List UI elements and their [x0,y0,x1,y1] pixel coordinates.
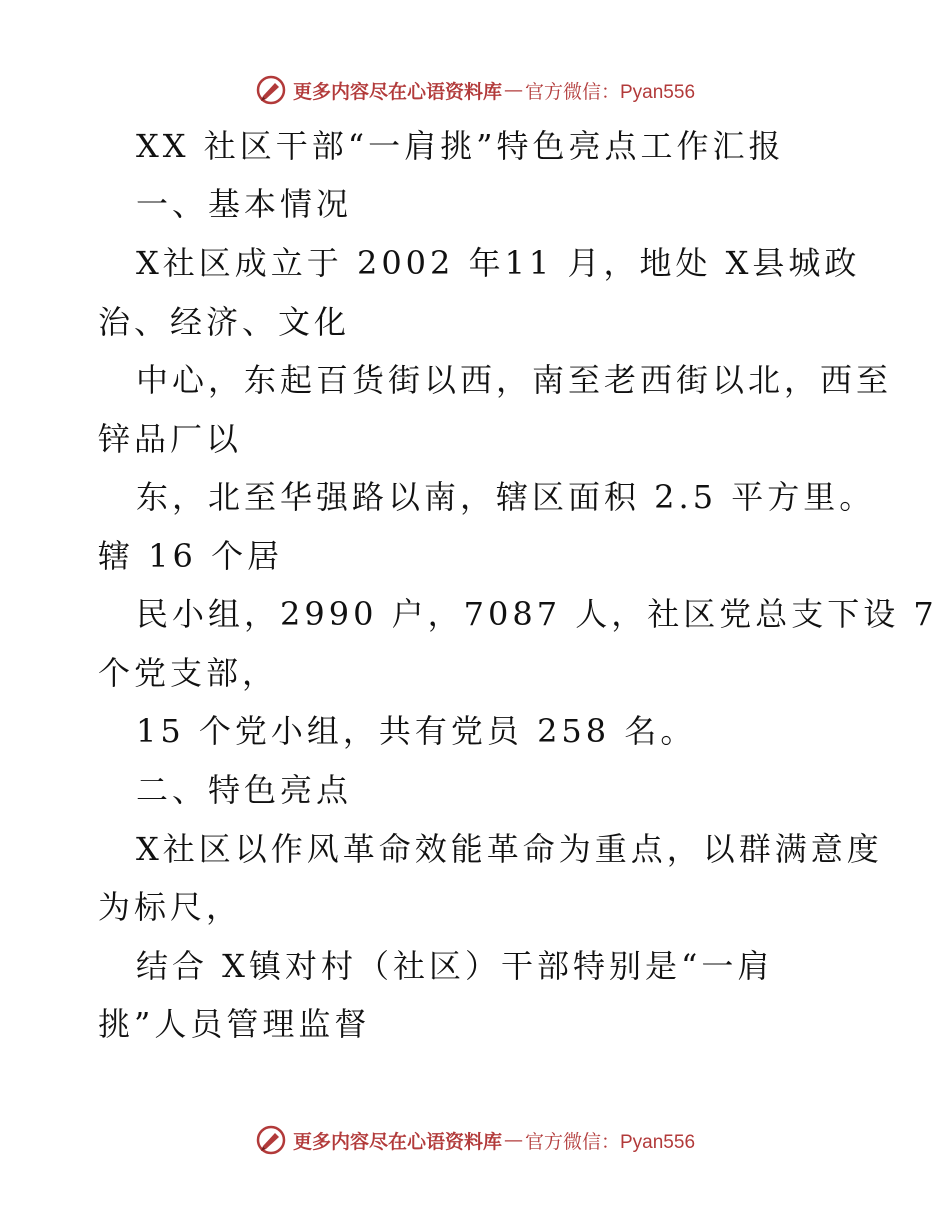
footer-watermark [0,1120,950,1160]
paragraph-line: 结合 X镇对村（社区）干部特别是“一肩 [136,947,774,985]
watermark-text: 更多内容尽在心语资料库 [292,80,502,103]
watermark-separator: — [504,1129,523,1151]
document-title: XX 社区干部“一肩挑”特色亮点工作汇报 [136,127,785,165]
paragraph-line: 中心，东起百货街以西，南至老西街以北，西至 [136,361,893,399]
paragraph-line: X社区成立于 2002 年11 月，地处 X县城政 [136,244,861,282]
section-heading: 二、特色亮点 [136,771,353,809]
paragraph-line: X社区以作风革命效能革命为重点，以群满意度 [136,830,883,868]
paragraph-line: 治、经济、文化 [98,303,351,341]
paragraph-line: 锌品厂以 [98,420,243,458]
paragraph-line: 辖 16 个居 [98,537,284,575]
pen-logo-icon [255,1124,287,1156]
watermark-wechat: 官方微信：Pyan556 [525,1131,696,1153]
paragraph-line: 民小组，2990 户，7087 人，社区党总支下设 7 [136,595,938,633]
pen-logo-icon [255,74,287,106]
header-watermark [0,70,950,110]
paragraph-line: 东，北至华强路以南，辖区面积 2.5 平方里。 [136,478,876,516]
paragraph-line: 个党支部， [98,654,279,692]
paragraph-line: 15 个党小组，共有党员 258 名。 [136,712,697,750]
paragraph-line: 为标尺， [98,888,243,926]
watermark-separator: — [504,79,523,101]
watermark-wechat: 官方微信：Pyan556 [525,81,696,103]
section-heading: 一、基本情况 [136,185,353,223]
watermark-text: 更多内容尽在心语资料库 [292,1130,502,1153]
paragraph-line: 挑”人员管理监督 [98,1005,371,1043]
